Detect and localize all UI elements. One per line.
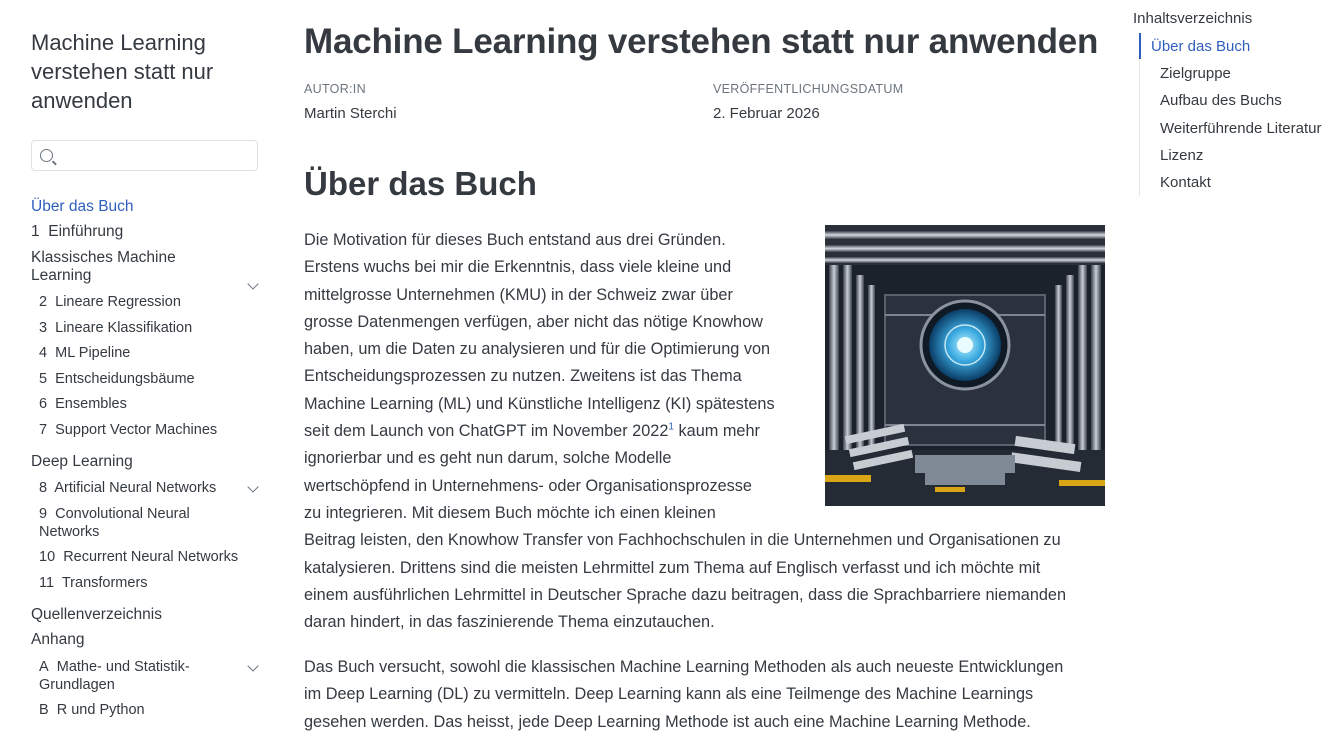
sidebar-item-label: Anhang xyxy=(31,631,85,648)
text-segment: kaum mehr xyxy=(673,422,760,441)
paragraph-overview xyxy=(304,654,1109,736)
chapter-number: B xyxy=(39,702,49,718)
sidebar-item-label: Mathe- und Statistik-Grundlagen xyxy=(39,659,190,693)
sidebar-item-lineare-klassifikation[interactable] xyxy=(39,319,192,337)
site-title-line: verstehen statt nur xyxy=(31,59,214,84)
text-line: Entscheidungsprozessen zu nutzen. Zweitens ist das Thema xyxy=(304,367,742,386)
sidebar-item-rnn[interactable] xyxy=(39,548,238,566)
site-title-line: Machine Learning xyxy=(31,30,206,55)
sidebar-item-mathe-statistik[interactable] xyxy=(39,658,219,694)
toc-divider xyxy=(1139,36,1140,196)
text-line: zu integrieren. Mit diesem Buch möchte ich einen kleinen xyxy=(304,503,716,522)
toc-item-ueber-das-buch[interactable]: Über das Buch xyxy=(1151,38,1251,55)
toc-active-indicator xyxy=(1139,33,1141,59)
text-line: ignorierbar und es geht nun darum, solche Modelle xyxy=(304,449,672,468)
text-line: im Deep Learning (DL) zu vermitteln. Deep Learning kann als eine Teilmenge des Machine Learnings xyxy=(304,685,1034,704)
publication-date: 2. Februar 2026 xyxy=(713,105,820,122)
sidebar-section-klassisches-ml[interactable] xyxy=(31,249,231,285)
sidebar-item-entscheidungsbaeume[interactable] xyxy=(39,370,195,388)
text-line xyxy=(304,418,1109,445)
search-box[interactable] xyxy=(31,140,258,171)
search-icon[interactable] xyxy=(40,149,53,162)
sidebar-item-r-und-python[interactable] xyxy=(39,701,145,719)
chapter-number: 9 xyxy=(39,506,48,522)
page-title: Machine Learning verstehen statt nur anwenden xyxy=(304,22,1099,61)
chapter-number: 5 xyxy=(39,371,48,387)
text-line: Die Motivation für dieses Buch entstand aus drei Gründen. xyxy=(304,231,726,249)
text-line: Beitrag leisten, den Knowhow Transfer von Fachhochschulen in die Unternehmen und Organisationen zu xyxy=(304,531,1061,550)
author-label: AUTOR:IN xyxy=(304,82,366,96)
sidebar-item-label: Lineare Regression xyxy=(55,294,181,310)
site-title-line: anwenden xyxy=(31,88,133,113)
sidebar-item-label: Deep Learning xyxy=(31,453,133,470)
sidebar-section-deep-learning[interactable] xyxy=(31,453,133,471)
sidebar-item-label: R und Python xyxy=(56,702,145,718)
chapter-number: 4 xyxy=(39,345,48,361)
text-segment: seit dem Launch von ChatGPT im November 2022 xyxy=(304,422,669,441)
chapter-number: 11 xyxy=(39,575,55,591)
sidebar-item-lineare-regression[interactable] xyxy=(39,293,181,311)
site-title[interactable] xyxy=(31,28,263,115)
text-line: mittelgrosse Unternehmen (KMU) in der Schweiz zwar über xyxy=(304,285,733,304)
text-line: katalysieren. Drittens sind die meisten Lehrmittel zum Thema auf Englisch verfasst und ich möchte mit xyxy=(304,558,1041,577)
sidebar-item-ueber-das-buch[interactable] xyxy=(31,198,134,216)
paragraph-motivation xyxy=(304,227,1109,636)
text-line: wertschöpfend in Unternehmens- oder Organisationsprozesse xyxy=(304,476,752,495)
sidebar-item-label: Artificial Neural Networks xyxy=(54,480,217,496)
chevron-down-icon[interactable] xyxy=(247,660,258,671)
sidebar-section-anhang[interactable] xyxy=(31,631,84,649)
chapter-number: 7 xyxy=(39,422,48,438)
chevron-down-icon[interactable] xyxy=(247,481,258,492)
chevron-down-icon[interactable] xyxy=(247,278,258,289)
chapter-number: 2 xyxy=(39,294,48,310)
chapter-number: 10 xyxy=(39,549,56,565)
sidebar-item-ml-pipeline[interactable] xyxy=(39,344,130,362)
sidebar-item-label: Über das Buch xyxy=(31,198,134,215)
sidebar xyxy=(31,28,263,718)
sidebar-item-label: Quellenverzeichnis xyxy=(31,606,162,623)
chapter-number: 1 xyxy=(31,223,40,240)
text-line: grosse Datenmengen verfügen, aber nicht das nötige Knowhow xyxy=(304,312,763,331)
sidebar-item-label: Lineare Klassifikation xyxy=(55,320,193,336)
toc-item-zielgruppe[interactable]: Zielgruppe xyxy=(1160,65,1231,82)
sidebar-item-einfuehrung[interactable] xyxy=(31,223,123,241)
sidebar-item-quellenverzeichnis[interactable] xyxy=(31,606,162,624)
toc-item-lizenz[interactable]: Lizenz xyxy=(1160,147,1204,164)
sidebar-item-ann[interactable] xyxy=(39,479,216,497)
chapter-number: A xyxy=(39,659,49,675)
author-name: Martin Sterchi xyxy=(304,105,397,122)
sidebar-item-label: Recurrent Neural Networks xyxy=(63,549,239,565)
sidebar-item-label: Entscheidungsbäume xyxy=(55,371,195,387)
toc-item-literatur[interactable]: Weiterführende Literatur xyxy=(1160,120,1322,137)
section-heading: Über das Buch xyxy=(304,165,537,202)
sidebar-item-label: ML Pipeline xyxy=(55,345,131,361)
sidebar-item-svm[interactable] xyxy=(39,421,217,439)
sidebar-item-label: Klassisches Machine Learning xyxy=(31,249,176,284)
toc-item-kontakt[interactable]: Kontakt xyxy=(1160,174,1211,191)
chapter-number: 6 xyxy=(39,396,48,412)
sidebar-item-label: Support Vector Machines xyxy=(55,422,218,438)
sidebar-item-transformers[interactable] xyxy=(39,574,148,592)
sidebar-item-label: Ensembles xyxy=(55,396,127,412)
text-line: einem ausführlichen Lehrmittel in Deutscher Sprache dazu beitragen, dass die Sprachbarriere niemanden xyxy=(304,585,1067,604)
sidebar-item-label: Transformers xyxy=(61,575,148,591)
text-line: Machine Learning (ML) und Künstliche Intelligenz (KI) spätestens xyxy=(304,394,775,413)
footnote-link[interactable]: 1 xyxy=(668,421,674,433)
date-label: VERÖFFENTLICHUNGSDATUM xyxy=(713,82,904,96)
chapter-number: 3 xyxy=(39,320,48,336)
text-line: Das Buch versucht, sowohl die klassischen Machine Learning Methoden als auch neueste Entwicklungen xyxy=(304,658,1064,676)
sidebar-item-label: Einführung xyxy=(48,223,124,240)
sidebar-item-label: Convolutional Neural Networks xyxy=(39,506,190,540)
toc-title: Inhaltsverzeichnis xyxy=(1133,10,1253,27)
toc-item-aufbau[interactable]: Aufbau des Buchs xyxy=(1160,92,1282,109)
chapter-number: 8 xyxy=(39,480,48,496)
search-input[interactable] xyxy=(60,145,250,167)
text-line: daran hindert, in das faszinierende Thema einzutauchen. xyxy=(304,613,715,632)
text-line: gesehen werden. Das heisst, jede Deep Learning Methode ist auch eine Machine Learning Methode. xyxy=(304,712,1031,731)
text-line: Erstens wuchs bei mir die Erkenntnis, dass viele kleine und xyxy=(304,258,732,277)
text-line: haben, um die Daten zu analysieren und für die Optimierung von xyxy=(304,340,771,359)
sidebar-item-ensembles[interactable] xyxy=(39,395,127,413)
sidebar-item-cnn[interactable] xyxy=(39,505,239,541)
